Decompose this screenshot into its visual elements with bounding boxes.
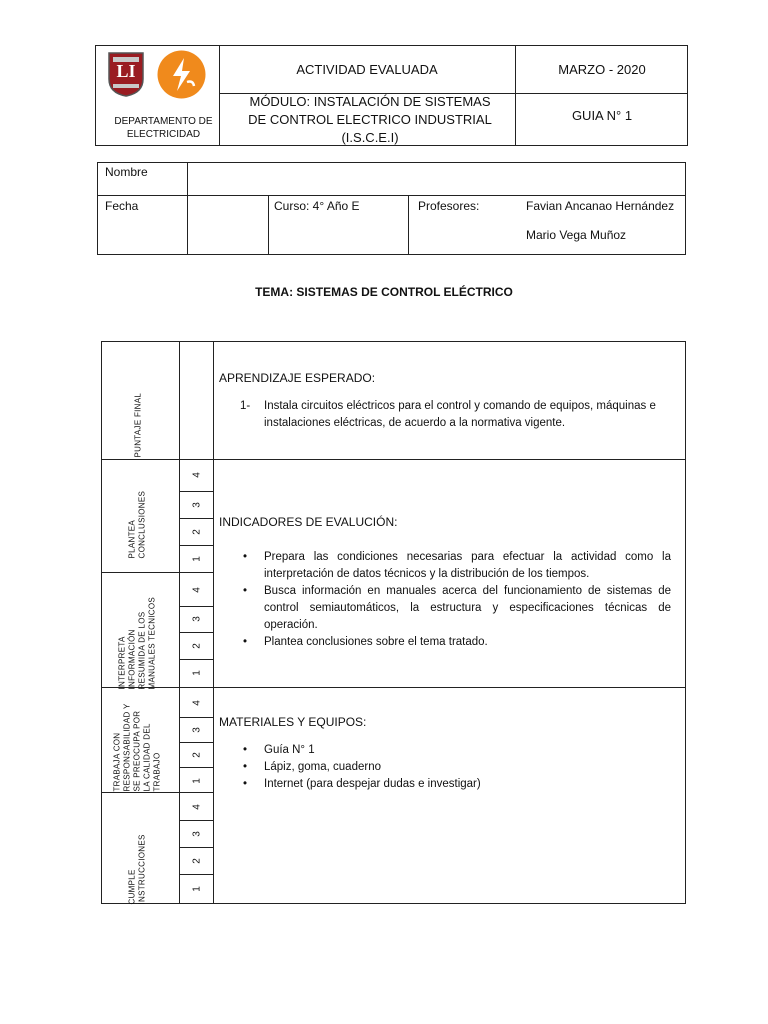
score-2: 2 bbox=[191, 752, 202, 758]
name-label: Nombre bbox=[105, 165, 148, 179]
student-info-table bbox=[97, 162, 686, 255]
teacher-2: Mario Vega Muñoz bbox=[526, 228, 627, 242]
module-title: MÓDULO: INSTALACIÓN DE SISTEMAS DE CONTROL ELECTRICO INDUSTRIAL (I.S.C.E.I) bbox=[248, 94, 492, 145]
course-label: Curso: 4° Año E bbox=[274, 199, 360, 213]
score-4: 4 bbox=[191, 804, 202, 810]
electricity-logo bbox=[157, 50, 206, 99]
list-item: • Prepara las condiciones necesarias para efectuar la actividad como la interpretación de datos técnicos y la distribución de los tiempos. bbox=[233, 549, 671, 583]
list-item: • Guía N° 1 bbox=[233, 742, 671, 759]
score-4: 4 bbox=[191, 472, 202, 478]
score-3: 3 bbox=[191, 831, 202, 837]
learning-line-2: instalaciones eléctricas, de acuerdo a la normativa vigente. bbox=[264, 417, 566, 429]
divider bbox=[98, 195, 685, 196]
rubric-table bbox=[101, 341, 686, 904]
activity-title: ACTIVIDAD EVALUADA bbox=[296, 61, 438, 77]
score-2: 2 bbox=[191, 529, 202, 535]
department-label: DEPARTAMENTO DE ELECTRICIDAD bbox=[114, 116, 213, 140]
score-3: 3 bbox=[191, 727, 202, 733]
indicators-title: INDICADORES DE EVALUCIÓN: bbox=[219, 515, 398, 529]
header-table bbox=[95, 45, 688, 146]
logo-letters: LI bbox=[116, 61, 136, 81]
divider bbox=[213, 342, 214, 903]
score-1: 1 bbox=[191, 886, 202, 892]
criterion-conclusions: PLANTEA CONCLUSIONES bbox=[127, 490, 147, 559]
score-1: 1 bbox=[191, 670, 202, 676]
score-3: 3 bbox=[191, 616, 202, 622]
criterion-final-score: PUNTAJE FINAL bbox=[133, 392, 143, 458]
score-2: 2 bbox=[191, 643, 202, 649]
divider bbox=[179, 342, 180, 903]
indicators-list bbox=[233, 549, 671, 651]
learning-title: APRENDIZAJE ESPERADO: bbox=[219, 371, 376, 385]
score-1: 1 bbox=[191, 556, 202, 562]
list-item: • Lápiz, goma, cuaderno bbox=[233, 759, 671, 776]
list-item: • Plantea conclusiones sobre el tema tratado. bbox=[233, 634, 671, 651]
topic-heading: TEMA: SISTEMAS DE CONTROL ELÉCTRICO bbox=[255, 285, 513, 299]
score-1: 1 bbox=[191, 778, 202, 784]
date-field-label: Fecha bbox=[105, 199, 139, 213]
criterion-interprets: INTERPRETA INFORMACIÓN RESUMIDA DE LOS MANUALES TECNICOS bbox=[117, 596, 157, 690]
score-3: 3 bbox=[191, 502, 202, 508]
guide-label: GUIA N° 1 bbox=[571, 108, 633, 123]
divider bbox=[408, 195, 409, 254]
score-4: 4 bbox=[191, 587, 202, 593]
list-item: • Internet (para despejar dudas e investigar) bbox=[233, 776, 671, 793]
teacher-1: Favian Ancanao Hernández bbox=[526, 199, 675, 213]
score-2: 2 bbox=[191, 858, 202, 864]
date-label: MARZO - 2020 bbox=[558, 61, 646, 77]
criterion-instructions: CUMPLE INSTRUCCIONES bbox=[127, 834, 147, 905]
list-item: • Busca información en manuales acerca del funcionamiento de sistemas de control semiautomáticos, la estructura y especificaciones técnicas de operación. bbox=[233, 583, 671, 634]
materials-list bbox=[233, 742, 671, 793]
date-field[interactable] bbox=[188, 196, 267, 254]
learning-number: 1- bbox=[240, 400, 251, 412]
name-field[interactable] bbox=[188, 163, 685, 194]
criterion-responsibility: TRABAJA CON RESPONSABILIDAD Y SE PREOCUPA POR LA CALIDAD DEL TRABAJO bbox=[112, 703, 162, 792]
divider bbox=[268, 195, 269, 254]
score-4: 4 bbox=[191, 700, 202, 706]
materials-title: MATERIALES Y EQUIPOS: bbox=[219, 715, 367, 729]
learning-line-1: Instala circuitos eléctricos para el control y comando de equipos, máquinas e bbox=[264, 400, 656, 412]
school-logo bbox=[107, 51, 145, 97]
teachers-label: Profesores: bbox=[418, 199, 480, 213]
